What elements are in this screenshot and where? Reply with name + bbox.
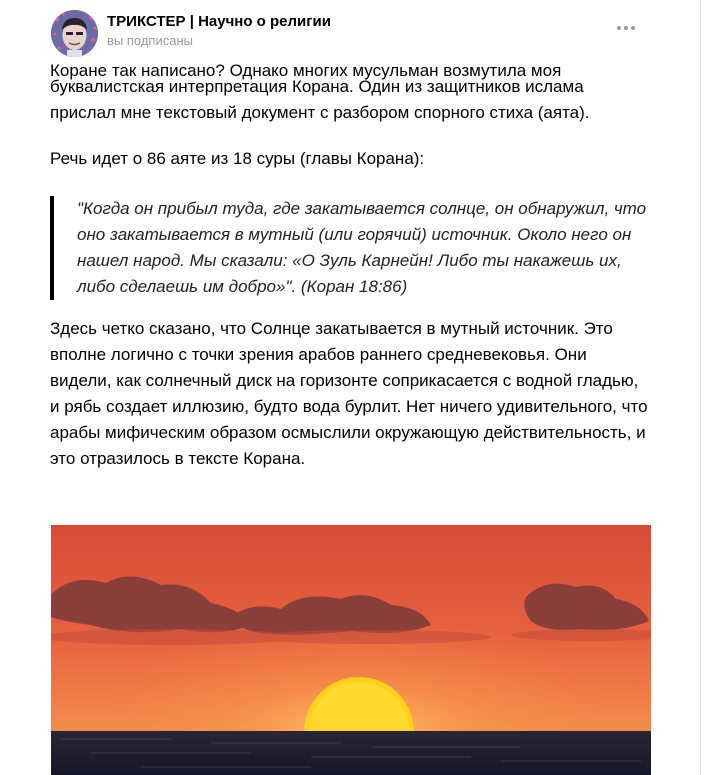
cut-off-line: Коране так написано? Однако многих мусульман возмутила моя: [50, 61, 562, 80]
quote-block: [50, 196, 650, 300]
channel-header: [0, 0, 700, 60]
channel-name[interactable]: ТРИКСТЕР | Научно о религии: [107, 13, 331, 30]
paragraph: Здесь четко сказано, что Солнце закатывается в мутный источник. Это вполне логично с точки зрения арабов раннего средневековья. Они видели, как солнечный диск на горизонте соприкасается с водной гладью, и рябь создает иллюзию, будто вода бурлит. Нет ничего удивительного, что арабы мифическим образом осмыслили окружающую действительность, и это отразилось в тексте Корана.: [50, 319, 648, 468]
dot: [631, 26, 635, 30]
avatar-image: [51, 10, 98, 57]
more-horizontal-icon[interactable]: [612, 18, 640, 38]
channel-avatar[interactable]: [51, 10, 98, 57]
sunset-illustration: [51, 525, 651, 775]
dot: [624, 26, 628, 30]
article-body: [50, 58, 650, 472]
paragraph: Речь идет о 86 аяте из 18 суры (главы Корана):: [50, 149, 425, 168]
dot: [617, 26, 621, 30]
paragraph: буквалистская интерпретация Корана. Один из защитников ислама прислал мне текстовый документ с разбором спорного стиха (аята).: [50, 77, 590, 122]
subscription-status: вы подписаны: [107, 33, 193, 48]
sunset-image: [51, 525, 651, 775]
quote-text: "Когда он прибыл туда, где закатывается солнце, он обнаружил, что оно закатывается в мутный (или горячий) источник. Около него он нашел народ. Мы сказали: «О Зуль Карнейн! Либо ты накажешь их, либо сделаешь им добро»". (Коран 18:86): [77, 199, 647, 296]
